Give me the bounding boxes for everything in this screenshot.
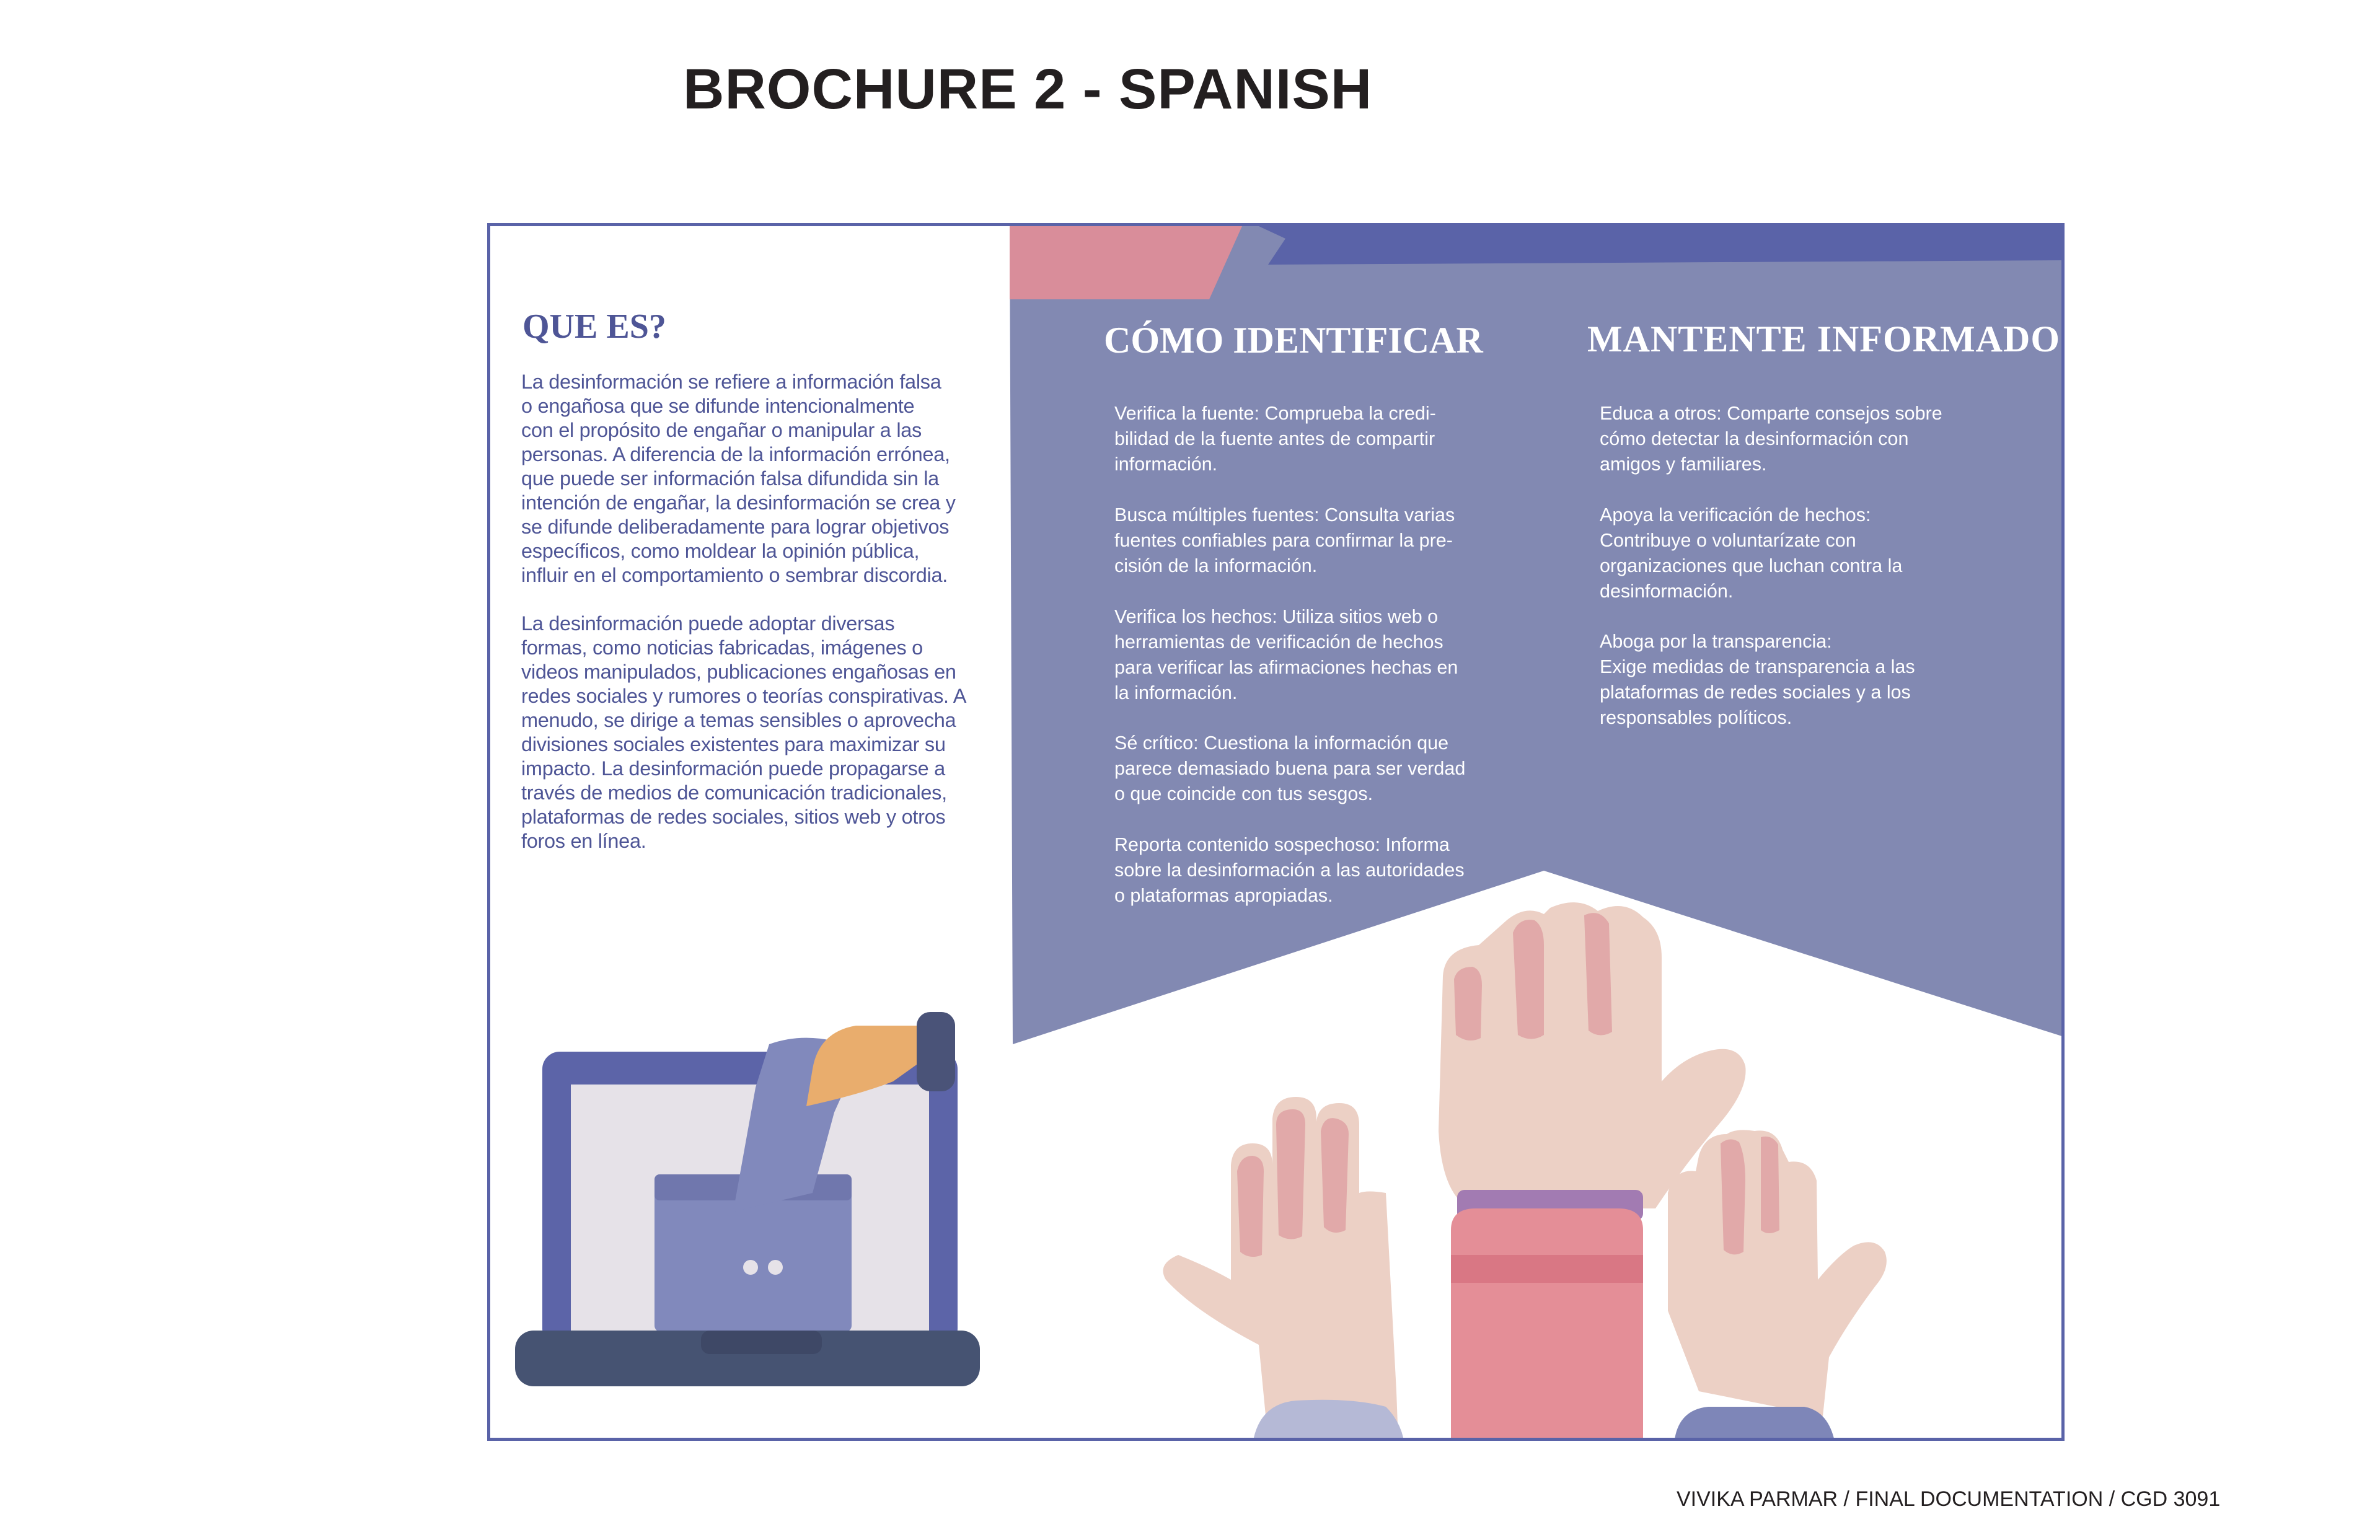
right-hand-finger-shade-2 xyxy=(1761,1137,1779,1233)
tip-educa-otros: Educa a otros: Comparte consejos sobre cómo detectar la desinformación con amigos y familiares. xyxy=(1600,403,1942,475)
center-sleeve-stripe xyxy=(1451,1255,1643,1283)
voter-cuff xyxy=(917,1012,955,1091)
pink-accent-stripe xyxy=(1010,226,1242,299)
tip-multiples-fuentes: Busca múltiples fuentes: Consulta varias fuentes confiables para confirmar la pre- cisión de la información. xyxy=(1114,504,1455,576)
tip-se-critico: Sé crítico: Cuestiona la información que parece demasiado buena para ser verdad o que coincide con tus sesgos. xyxy=(1114,733,1466,804)
footer-credit: VIVIKA PARMAR / FINAL DOCUMENTATION / CGD 3091 xyxy=(1677,1487,2221,1511)
tip-verifica-hechos: Verifica los hechos: Utiliza sitios web o herramientas de verificación de hechos para verificar las afirmaciones hechas en la información. xyxy=(1114,606,1458,703)
center-hand-finger-shade-2 xyxy=(1584,913,1612,1035)
tip-apoya-verificacion: Apoya la verificación de hechos: Contribuye o voluntarízate con organizaciones que luchan contra la desinformación. xyxy=(1600,504,1903,602)
right-sleeve xyxy=(1674,1407,1835,1441)
ballot-dot-right xyxy=(768,1260,783,1275)
que-es-paragraph-1: La desinformación se refiere a información falsa o engañosa que se difunde intencionalmente con el propósito de engañar o manipular a las personas. A diferencia de la información errónea, que puede ser información falsa difundida sin la intención de engañar, la desinformación se crea y se difunde deliberadamente para lograr objetivos específicos, como moldear la opinión pública, influir en el comportamiento o sembrar discordia. xyxy=(521,371,956,586)
que-es-paragraph-2: La desinformación puede adoptar diversas formas, como noticias fabricadas, imágenes o videos manipulados, publicaciones engañosas en redes sociales y rumores o teorías conspirativas. A menudo, se dirige a temas sensibles o aprovecha divisiones sociales existentes para maximizar su impacto. La desinformación puede propagarse a través de medios de comunicación tradicionales, plataformas de redes sociales, sitios web y otros foros en línea. xyxy=(521,612,967,852)
center-sleeve xyxy=(1451,1208,1643,1441)
left-hand-finger-shade-3 xyxy=(1237,1156,1264,1257)
laptop-ballot-box-illustration xyxy=(515,1012,980,1386)
ballot-dot-left xyxy=(743,1260,758,1275)
center-hand-finger-shade-3 xyxy=(1454,967,1482,1041)
brochure xyxy=(487,223,2065,1441)
que-es-heading: QUE ES? xyxy=(522,307,666,346)
tip-aboga-transparencia: Aboga por la transparencia: Exige medidas de transparencia a las plataformas de redes sociales y a los responsables políticos. xyxy=(1600,631,1915,728)
left-hand-finger-shade-2 xyxy=(1321,1118,1349,1233)
dark-accent-stripe xyxy=(1259,226,2065,265)
tip-reporta-contenido: Reporta contenido sospechoso: Informa sobre la desinformación a las autoridades o plataformas apropiadas. xyxy=(1114,834,1465,906)
left-hand-finger-shade-1 xyxy=(1276,1109,1305,1239)
raised-hands-illustration xyxy=(1163,902,1887,1441)
como-identificar-heading: CÓMO IDENTIFICAR xyxy=(1104,320,1483,361)
mantente-informado-heading: MANTENTE INFORMADO xyxy=(1587,319,2060,359)
tip-verifica-fuente: Verifica la fuente: Comprueba la credi- bilidad de la fuente antes de compartir información. xyxy=(1114,403,1436,475)
right-hand-finger-shade-1 xyxy=(1721,1139,1745,1254)
laptop-base-groove xyxy=(701,1331,822,1354)
center-hand-finger-shade-1 xyxy=(1513,920,1544,1039)
page-title: BROCHURE 2 - SPANISH xyxy=(683,58,1373,121)
